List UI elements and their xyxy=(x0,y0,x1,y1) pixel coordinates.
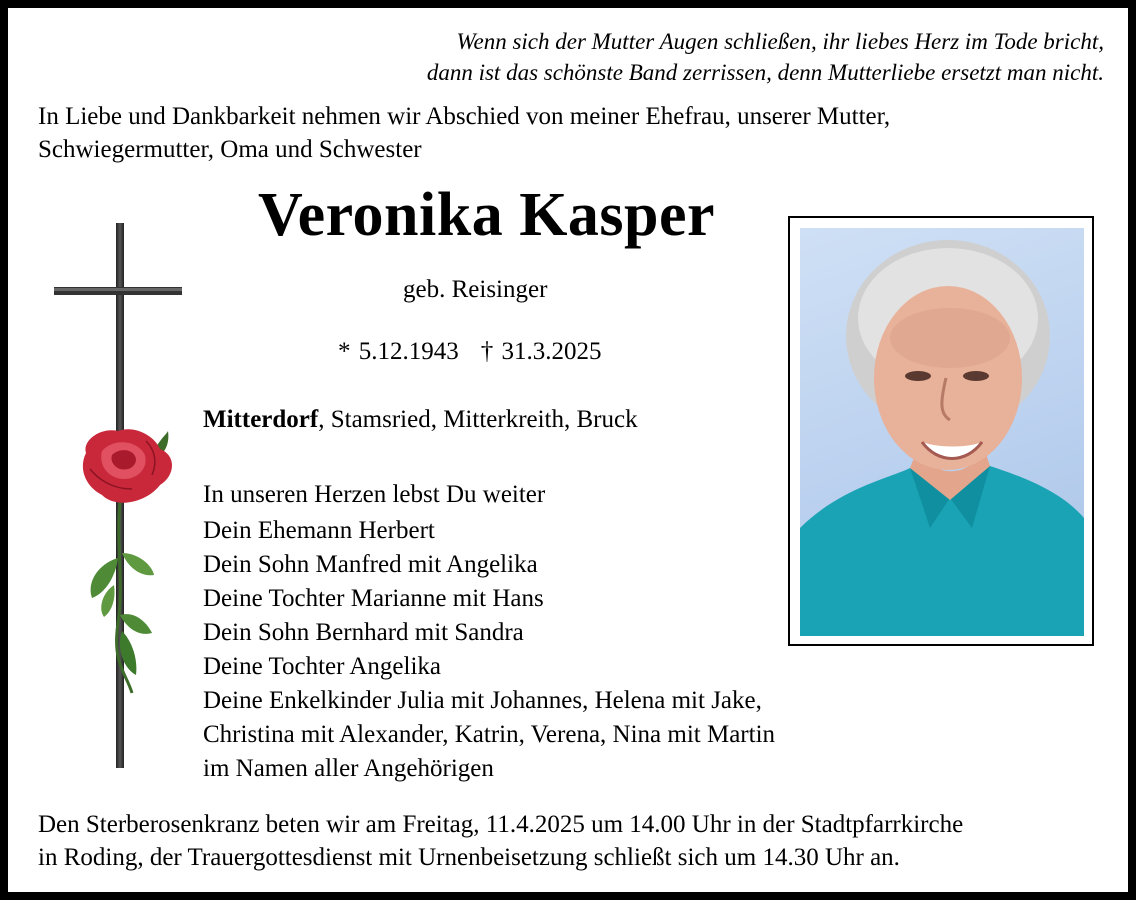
family-line: Dein Sohn Manfred mit Angelika xyxy=(203,551,538,578)
death-date: † 31.3.2025 xyxy=(480,338,602,365)
portrait-illustration xyxy=(800,228,1084,636)
service-line: in Roding, der Trauergottesdienst mit Urnenbeisetzung schließt sich um 14.30 Uhr an. xyxy=(38,844,900,871)
rose-icon xyxy=(83,429,172,693)
quote-line: dann ist das schönste Band zerrissen, denn Mutterliebe ersetzt man nicht. xyxy=(426,60,1104,85)
cross-icon xyxy=(42,213,182,773)
intro-text xyxy=(38,100,1098,166)
family-line: In unseren Herzen lebst Du weiter xyxy=(203,481,546,508)
places-rest: , Stamsried, Mitterkreith, Bruck xyxy=(318,406,638,433)
family-line: Deine Tochter Angelika xyxy=(203,653,441,680)
place-main: Mitterdorf xyxy=(203,406,319,433)
family-line: Dein Sohn Bernhard mit Sandra xyxy=(203,619,524,646)
family-line: Christina mit Alexander, Katrin, Verena, Nina mit Martin xyxy=(203,721,776,748)
birth-name: geb. Reisinger xyxy=(403,276,548,303)
deceased-name: Veronika Kasper xyxy=(258,181,716,249)
portrait-frame xyxy=(788,216,1094,646)
intro-line: Schwiegermutter, Oma und Schwester xyxy=(38,136,422,163)
intro-line: In Liebe und Dankbarkeit nehmen wir Abschied von meiner Ehefrau, unserer Mutter, xyxy=(38,103,891,130)
service-info xyxy=(38,808,963,874)
places-line xyxy=(203,406,638,434)
quote-line: Wenn sich der Mutter Augen schließen, ihr liebes Herz im Tode bricht, xyxy=(456,29,1104,54)
epigraph-quote xyxy=(427,26,1104,88)
family-list xyxy=(203,478,775,786)
family-line: Deine Tochter Marianne mit Hans xyxy=(203,585,544,612)
family-line: Deine Enkelkinder Julia mit Johannes, Helena mit Jake, xyxy=(203,687,762,714)
portrait-photo xyxy=(800,228,1084,636)
life-dates xyxy=(338,338,602,366)
service-line: Den Sterberosenkranz beten wir am Freitag, 11.4.2025 um 14.00 Uhr in der Stadtpfarrkirche xyxy=(38,811,964,838)
birth-date: * 5.12.1943 xyxy=(338,338,459,365)
family-line: Dein Ehemann Herbert xyxy=(203,517,435,544)
family-line: im Namen aller Angehörigen xyxy=(203,755,494,782)
